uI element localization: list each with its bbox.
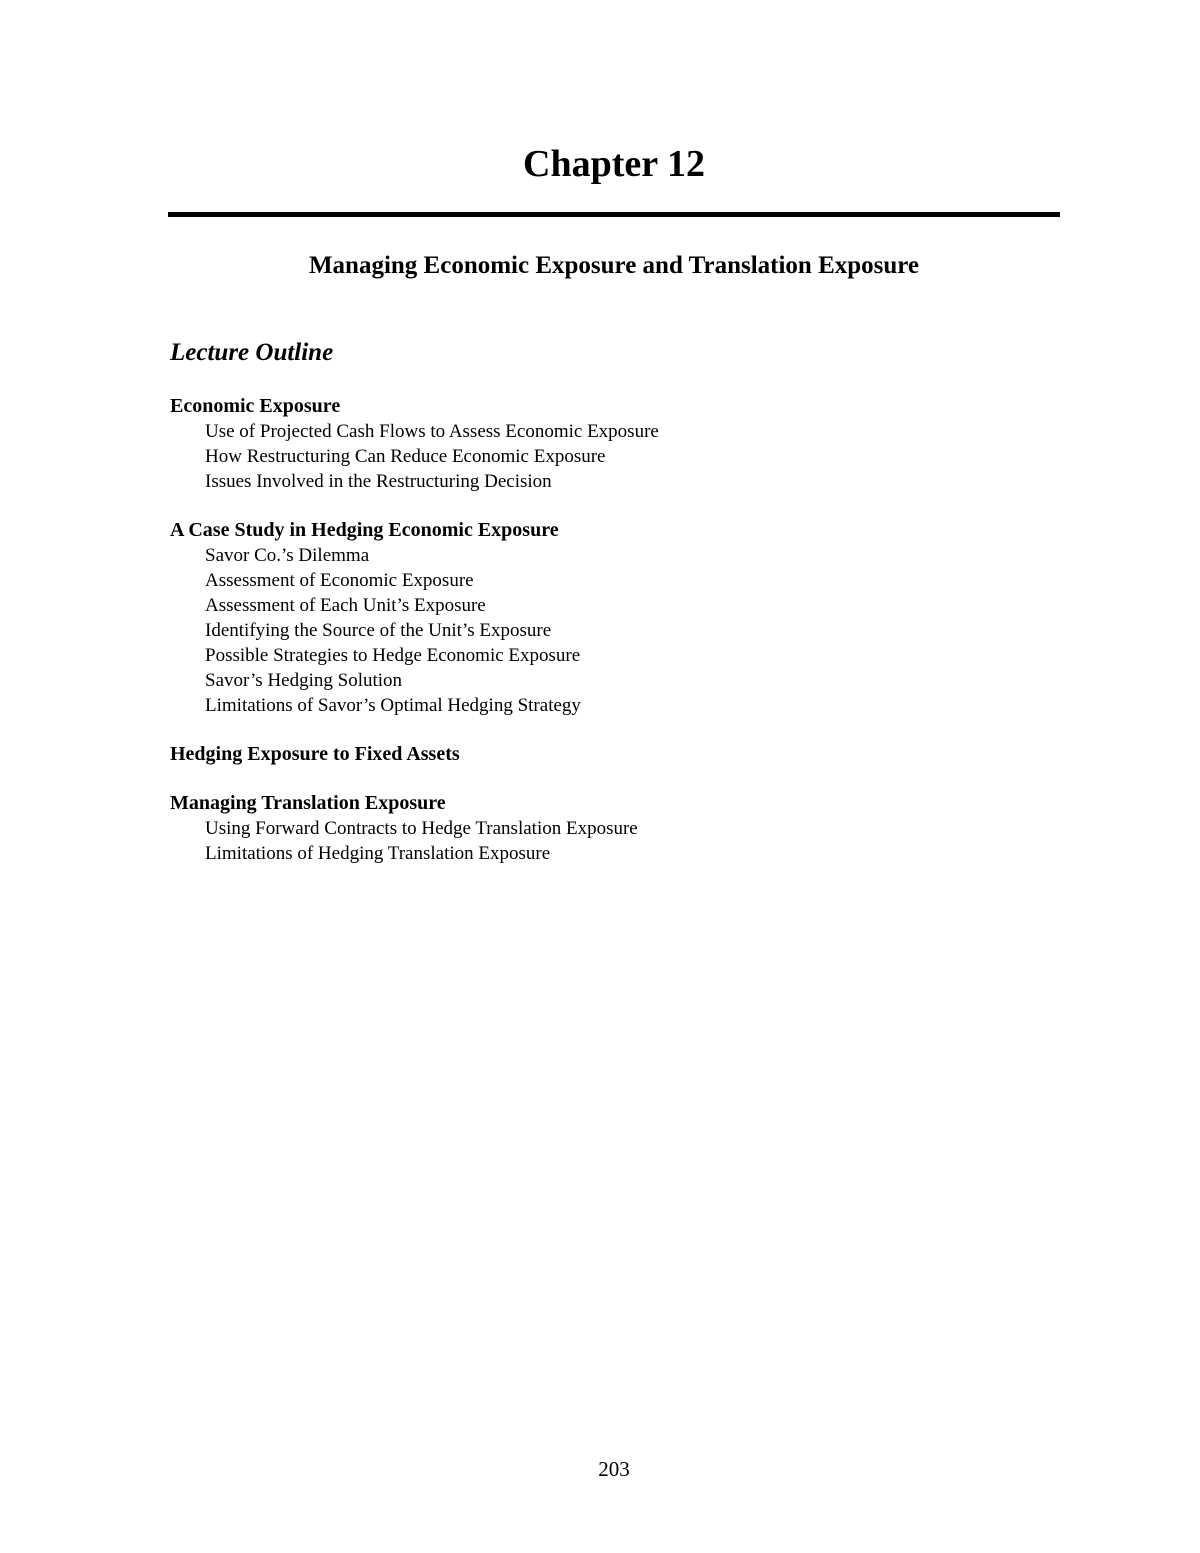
title-rule [168, 212, 1060, 217]
outline-item: Limitations of Hedging Translation Exposure [205, 843, 551, 864]
outline-item: How Restructuring Can Reduce Economic Exposure [205, 446, 606, 467]
outline-item: Savor Co.’s Dilemma [205, 545, 370, 566]
outline-section-translation-exposure [170, 790, 1030, 866]
outline-section-fixed-assets [170, 741, 1030, 767]
section-title: Economic Exposure [170, 395, 341, 417]
page-number: 203 [598, 1457, 630, 1481]
outline-section-economic-exposure [170, 393, 1030, 494]
outline-section-case-study [170, 517, 1030, 718]
outline-item: Using Forward Contracts to Hedge Translation Exposure [205, 818, 638, 839]
outline-item: Use of Projected Cash Flows to Assess Economic Exposure [205, 421, 659, 442]
outline-item: Limitations of Savor’s Optimal Hedging Strategy [205, 695, 581, 716]
lecture-outline [170, 393, 1030, 889]
outline-item: Possible Strategies to Hedge Economic Exposure [205, 645, 581, 666]
chapter-subtitle: Managing Economic Exposure and Translation Exposure [308, 252, 920, 279]
chapter-title: Chapter 12 [523, 143, 705, 185]
outline-item: Identifying the Source of the Unit’s Exposure [205, 620, 552, 641]
section-title: A Case Study in Hedging Economic Exposure [170, 519, 559, 541]
section-title: Managing Translation Exposure [170, 792, 446, 814]
outline-heading: Lecture Outline [170, 339, 334, 366]
outline-item: Assessment of Each Unit’s Exposure [205, 595, 486, 616]
section-items [170, 543, 1030, 718]
section-items [170, 816, 1030, 866]
section-title: Hedging Exposure to Fixed Assets [170, 743, 460, 765]
outline-item: Assessment of Economic Exposure [205, 570, 474, 591]
outline-item: Issues Involved in the Restructuring Decision [205, 471, 552, 492]
section-items [170, 419, 1030, 494]
outline-item: Savor’s Hedging Solution [205, 670, 403, 691]
